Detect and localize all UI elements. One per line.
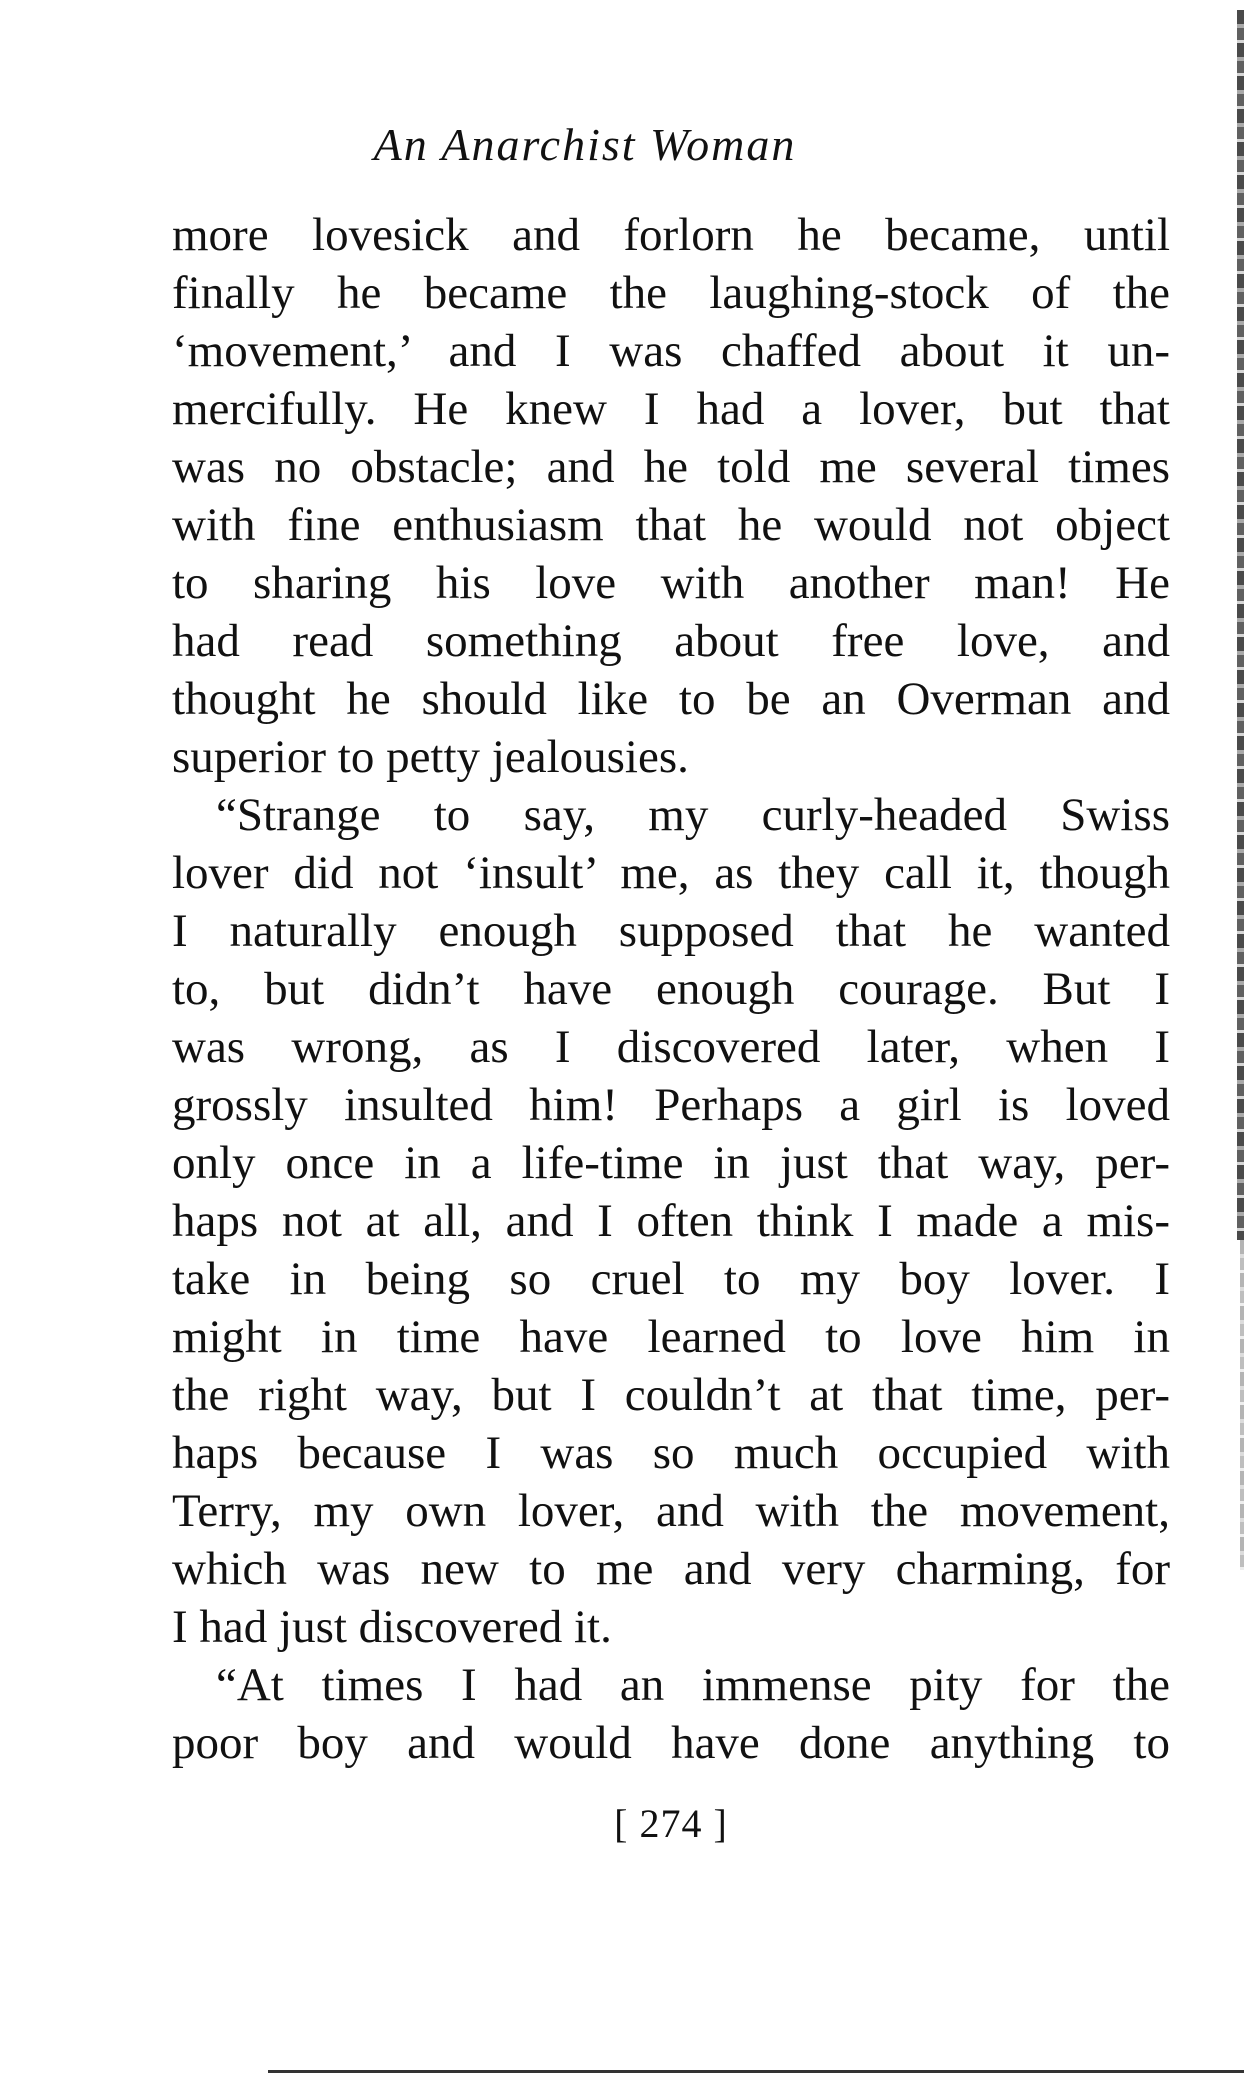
page-number: [ 274 ] — [614, 1801, 728, 1846]
binding-edge-shadow-lower — [1240, 1240, 1244, 1570]
text-line: grossly insulted him! Perhaps a girl is loved — [172, 1079, 1170, 1131]
text-line: ‘movement,’ and I was chaffed about it un- — [172, 325, 1170, 377]
text-line: haps not at all, and I often think I made a mis- — [172, 1195, 1170, 1247]
text-line: mercifully. He knew I had a lover, but that — [172, 383, 1170, 435]
text-line: lover did not ‘insult’ me, as they call it, though — [172, 847, 1170, 899]
text-line: finally he became the laughing-stock of the — [172, 267, 1170, 319]
text-line: “Strange to say, my curly-headed Swiss — [216, 789, 1170, 841]
text-line: poor boy and would have done anything to — [172, 1717, 1170, 1769]
running-head: An Anarchist Woman — [373, 119, 797, 170]
text-line: Terry, my own lover, and with the movement, — [172, 1485, 1170, 1537]
text-line: which was new to me and very charming, for — [172, 1543, 1170, 1595]
text-line: take in being so cruel to my boy lover. I — [172, 1253, 1170, 1305]
text-line: might in time have learned to love him in — [172, 1311, 1170, 1363]
text-line: the right way, but I couldn’t at that time, per- — [172, 1369, 1170, 1421]
text-line: with fine enthusiasm that he would not object — [172, 499, 1170, 551]
text-line: “At times I had an immense pity for the — [216, 1659, 1170, 1711]
binding-edge-shadow — [1237, 10, 1244, 1240]
text-line: only once in a life-time in just that way, per- — [172, 1137, 1170, 1189]
text-line: I naturally enough supposed that he wanted — [172, 905, 1170, 957]
text-line: to, but didn’t have enough courage. But I — [172, 963, 1170, 1015]
text-line: to sharing his love with another man! He — [172, 557, 1170, 609]
text-line: had read something about free love, and — [172, 615, 1170, 667]
text-line: thought he should like to be an Overman and — [172, 673, 1170, 725]
text-line: haps because I was so much occupied with — [172, 1427, 1170, 1479]
text-line: was wrong, as I discovered later, when I — [172, 1021, 1170, 1073]
text-line: was no obstacle; and he told me several times — [172, 441, 1170, 493]
body-text — [172, 206, 1170, 1772]
text-line: superior to petty jealousies. — [172, 731, 689, 783]
text-line: more lovesick and forlorn he became, until — [172, 209, 1170, 261]
text-line: I had just discovered it. — [172, 1601, 612, 1653]
bottom-edge-line — [268, 2070, 1244, 2073]
